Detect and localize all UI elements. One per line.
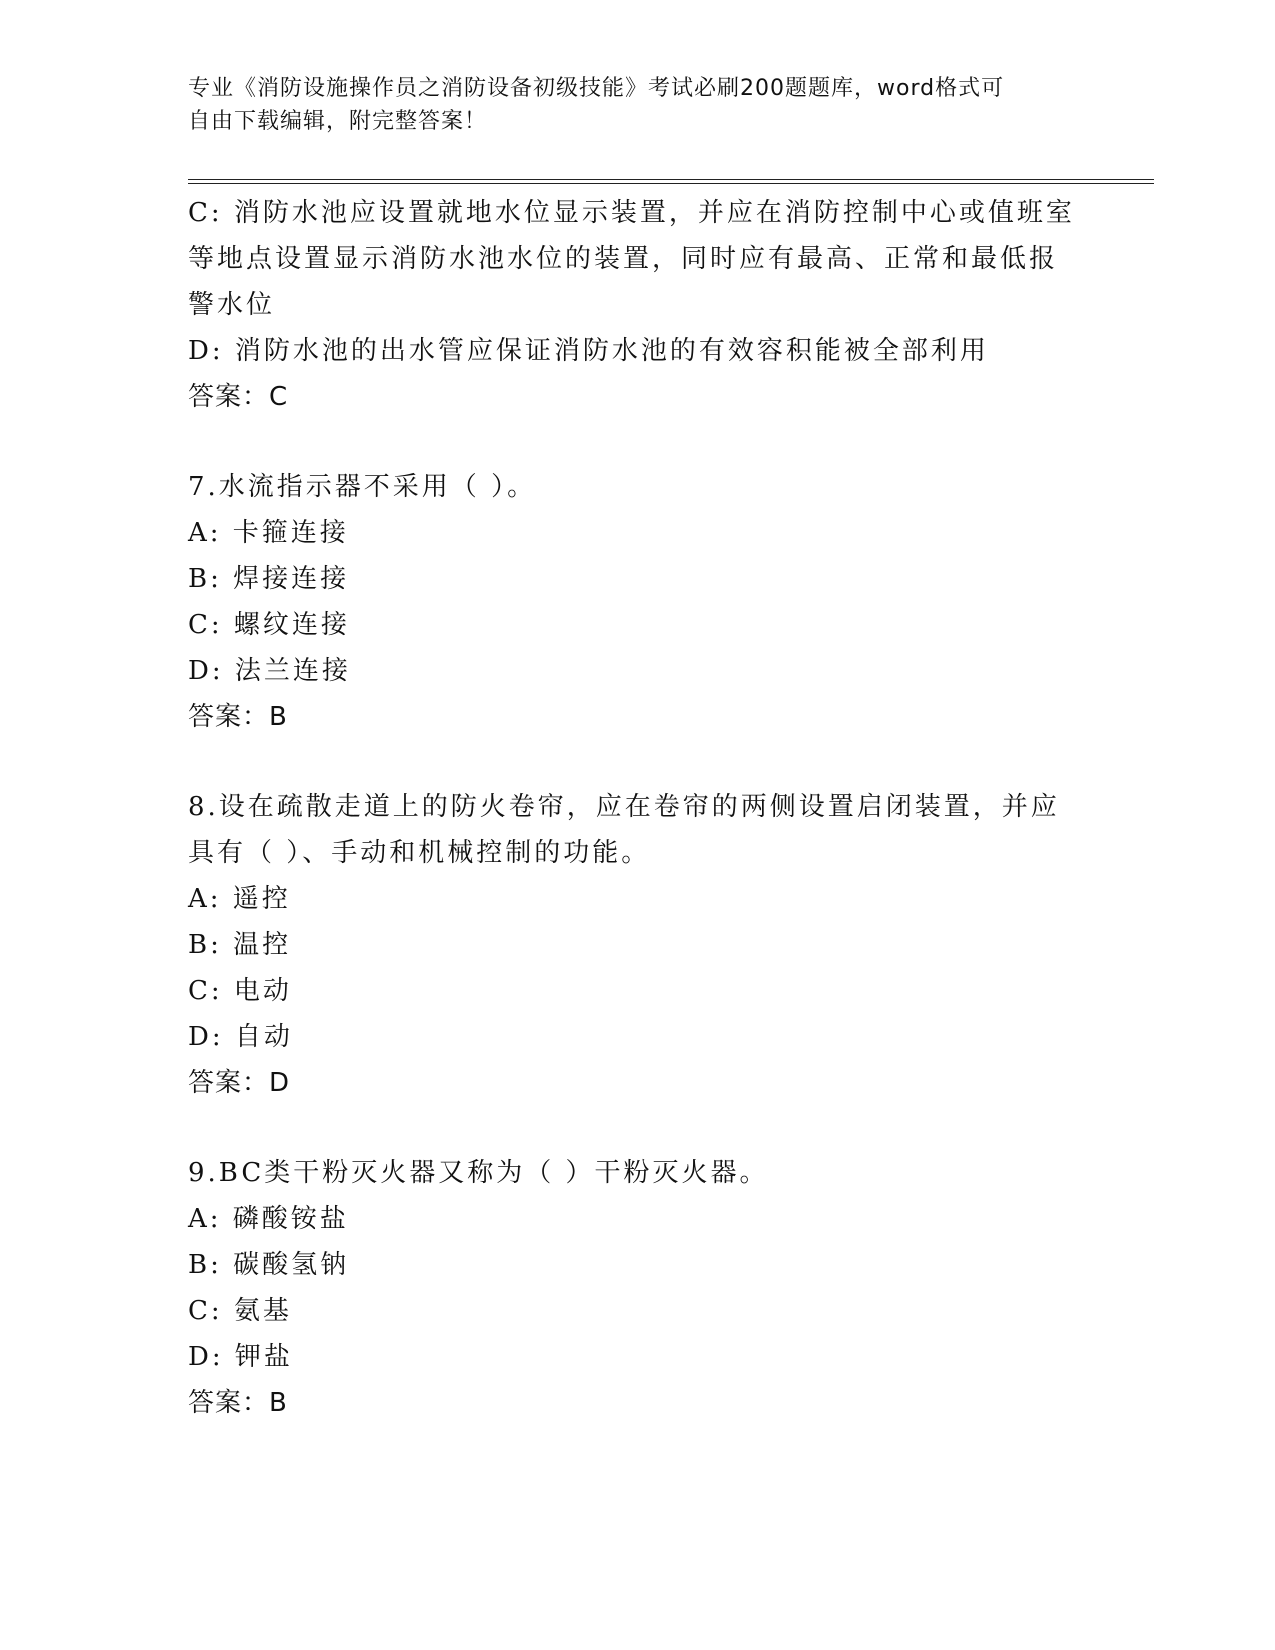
- spacer: [188, 420, 1088, 464]
- q9-option-c: C: 氨基: [188, 1296, 292, 1326]
- header-divider-top: [188, 179, 1154, 180]
- q7-option-a: A: 卡箍连接: [188, 518, 349, 548]
- q8-option-b: B: 温控: [188, 930, 292, 960]
- q9-option-a: A: 磷酸铵盐: [188, 1204, 349, 1234]
- q6-option-c-line-2: 等地点设置显示消防水池水位的装置，同时应有最高、正常和最低报: [188, 244, 1059, 274]
- spacer: [188, 1106, 1088, 1150]
- q8-option-d: D: 自动: [188, 1022, 293, 1052]
- q8-question-line-2: 具有（ ）、手动和机械控制的功能。: [188, 838, 651, 868]
- q7-question: 7.水流指示器不采用（ ）。: [188, 472, 537, 502]
- q8-question-line-1: 8.设在疏散走道上的防火卷帘，应在卷帘的两侧设置启闭装置，并应: [188, 792, 1060, 822]
- question-6-block: [188, 190, 1088, 420]
- q7-option-d: D: 法兰连接: [188, 656, 351, 686]
- header-line-2: 自由下载编辑，附完整答案！: [188, 109, 488, 134]
- q8-option-c: C: 电动: [188, 976, 292, 1006]
- spacer: [188, 740, 1088, 784]
- document-header: [188, 72, 1068, 138]
- question-7-block: [188, 464, 1088, 740]
- question-9-block: [188, 1150, 1088, 1426]
- q7-answer: 答案：B: [188, 702, 288, 732]
- q9-answer: 答案：B: [188, 1388, 288, 1418]
- q9-option-b: B: 碳酸氢钠: [188, 1250, 350, 1280]
- q9-option-d: D: 钾盐: [188, 1342, 293, 1372]
- question-list: [188, 190, 1088, 1426]
- q6-option-c-line-3: 警水位: [188, 290, 276, 320]
- q6-option-d: D: 消防水池的出水管应保证消防水池的有效容积能被全部利用: [188, 336, 989, 366]
- q7-option-c: C: 螺纹连接: [188, 610, 350, 640]
- q6-answer: 答案：C: [188, 382, 289, 412]
- q8-option-a: A: 遥控: [188, 884, 291, 914]
- q9-question: 9.BC类干粉灭火器又称为（ ）干粉灭火器。: [188, 1158, 769, 1188]
- header-divider-bottom: [188, 183, 1154, 184]
- q6-option-c-line-1: C: 消防水池应设置就地水位显示装置，并应在消防控制中心或值班室: [188, 198, 1075, 228]
- q7-option-b: B: 焊接连接: [188, 564, 350, 594]
- question-8-block: [188, 784, 1088, 1106]
- q8-answer: 答案：D: [188, 1068, 291, 1098]
- header-line-1: 专业《消防设施操作员之消防设备初级技能》考试必刷200题题库，word格式可: [188, 76, 1005, 101]
